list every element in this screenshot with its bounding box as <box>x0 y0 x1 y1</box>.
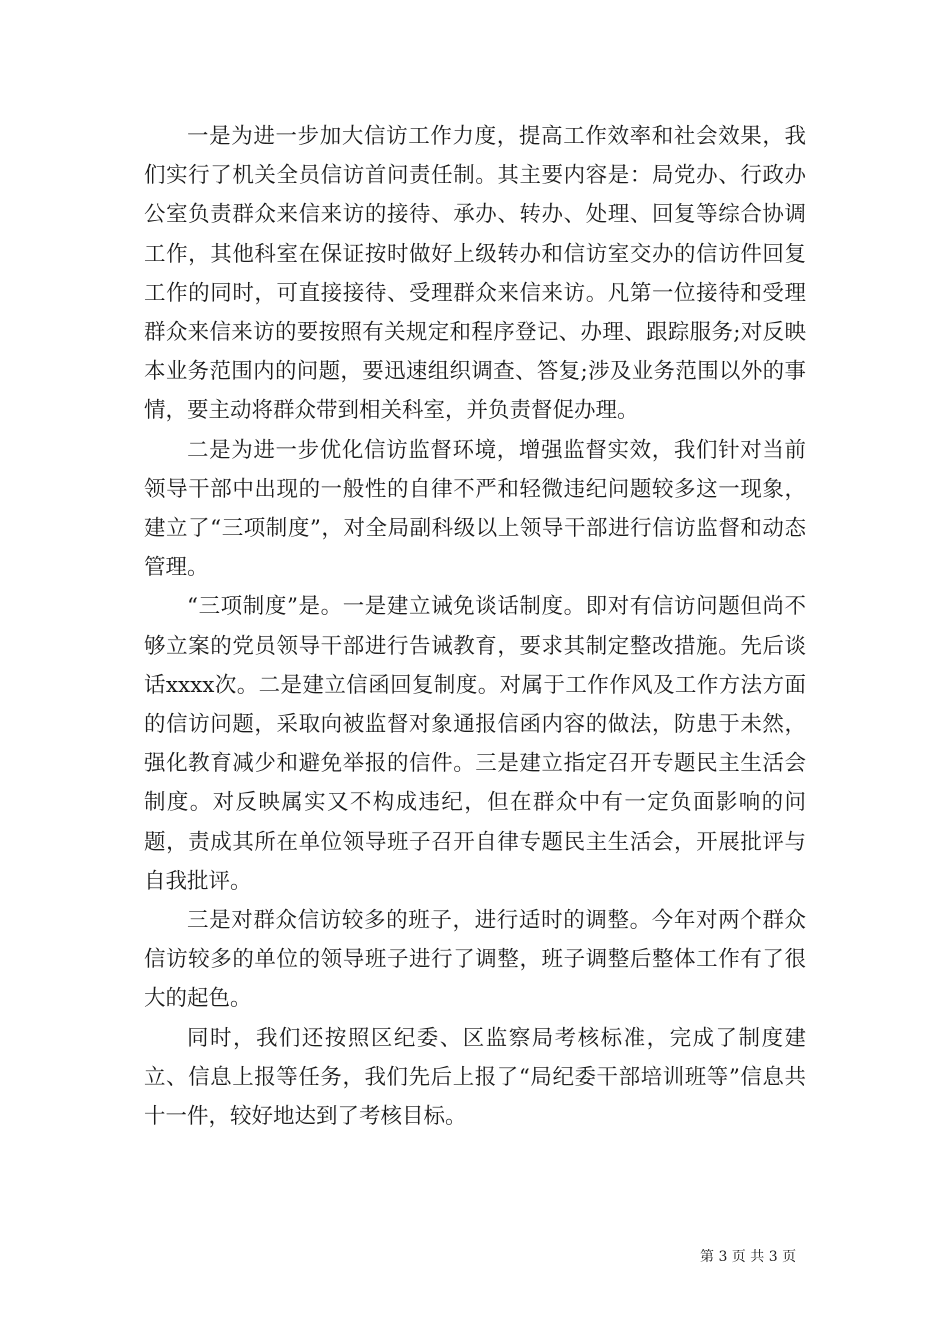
paragraph-5: 同时，我们还按照区纪委、区监察局考核标准，完成了制度建立、信息上报等任务，我们先后上报了“局纪委干部培训班等”信息共十一件，较好地达到了考核目标。 <box>144 1025 806 1130</box>
paragraph-4: 三是对群众信访较多的班子，进行适时的调整。今年对两个群众信访较多的单位的领导班子进行了调整，班子调整后整体工作有了很大的起色。 <box>144 908 806 1012</box>
document-body <box>144 117 806 1136</box>
paragraph-1: 一是为进一步加大信访工作力度，提高工作效率和社会效果，我们实行了机关全员信访首问责任制。其主要内容是：局党办、行政办公室负责群众来信来访的接待、承办、转办、处理、回复等综合协调工作，其他科室在保证按时做好上级转办和信访室交办的信访件回复工作的同时，可直接接待、受理群众来信来访。凡第一位接待和受理群众来信来访的要按照有关规定和程序登记、办理、跟踪服务;对反映本业务范围内的问题，要迅速组织调查、答复;涉及业务范围以外的事情，要主动将群众带到相关科室，并负责督促办理。 <box>144 124 806 424</box>
page-number-footer: 第 3 页 共 3 页 <box>700 1249 797 1265</box>
paragraph-3: “三项制度”是。一是建立诫免谈话制度。即对有信访问题但尚不够立案的党员领导干部进行告诫教育，要求其制定整改措施。先后谈话xxxx次。二是建立信函回复制度。对属于工作作风及工作方法方面的信访问题，采取向被监督对象通报信函内容的做法，防患于未然，强化教育减少和避免举报的信件。三是建立指定召开专题民主生活会制度。对反映属实又不构成违纪，但在群众中有一定负面影响的问题，责成其所在单位领导班子召开自律专题民主生活会，开展批评与自我批评。 <box>144 594 806 894</box>
paragraph-2: 二是为进一步优化信访监督环境，增强监督实效，我们针对当前领导干部中出现的一般性的自律不严和轻微违纪问题较多这一现象，建立了“三项制度”，对全局副科级以上领导干部进行信访监督和动态管理。 <box>144 437 806 581</box>
